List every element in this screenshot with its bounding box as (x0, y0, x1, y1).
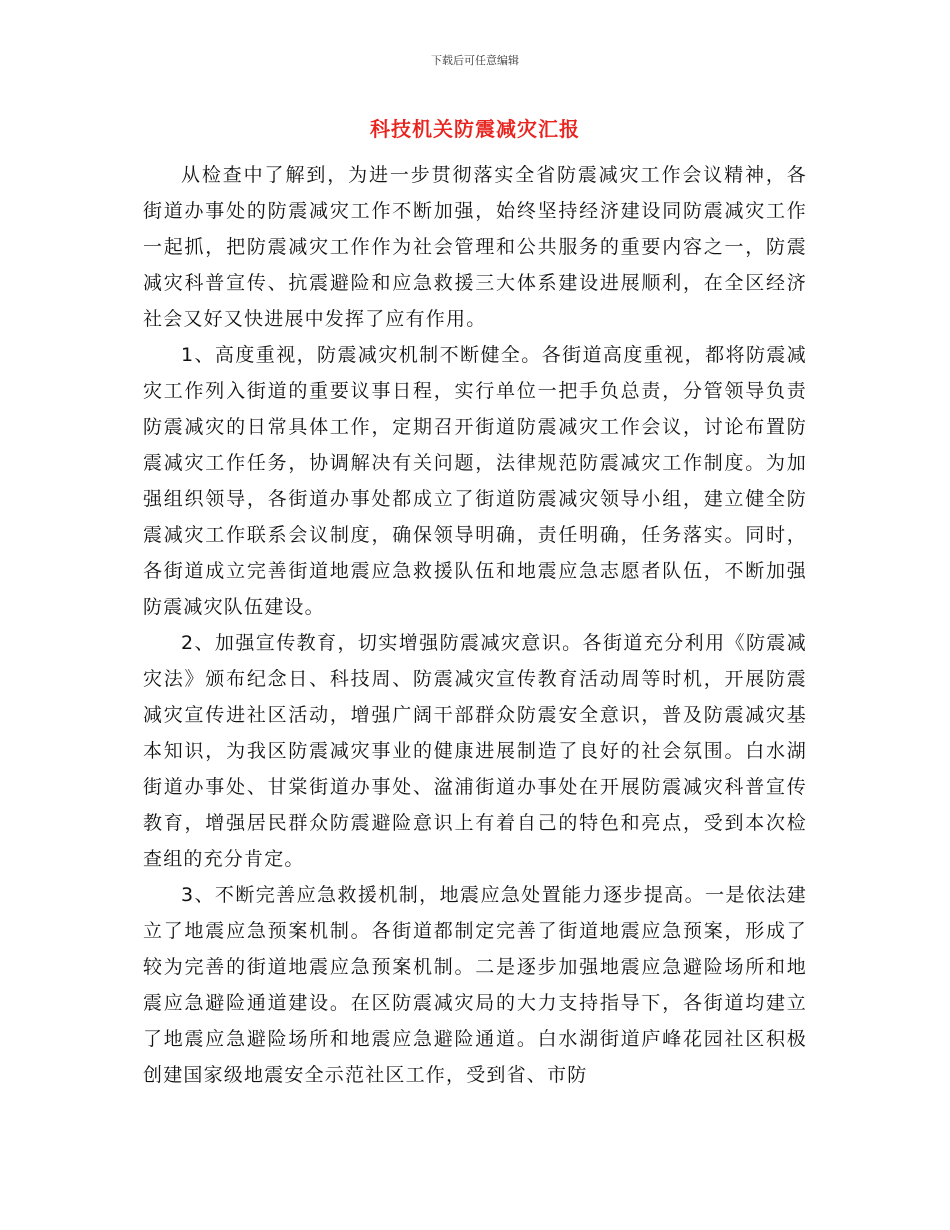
paragraph-section-3: 3、不断完善应急救援机制，地震应急处置能力逐步提高。一是依法建立了地震应急预案机制。各街道都制定完善了街道地震应急预案，形成了较为完善的街道地震应急预案机制。二是逐步加强地震应急避险场所和地震应急避险通道建设。在区防震减灾局的大力支持指导下，各街道均建立了地震应急避险场所和地震应急避险通道。白水湖街道庐峰花园社区积极创建国家级地震安全示范社区工作，受到省、市防 (143, 884, 807, 1086)
paragraph-section-2: 2、加强宣传教育，切实增强防震减灾意识。各街道充分利用《防震减灾法》颁布纪念日、科技周、防震减灾宣传教育活动周等时机，开展防震减灾宣传进社区活动，增强广阔干部群众防震安全意识，普及防震减灾基本知识，为我区防震减灾事业的健康进展制造了良好的社会氛围。白水湖街道办事处、甘棠街道办事处、湓浦街道办事处在开展防震减灾科普宣传教育，增强居民群众防震避险意识上有着自己的特色和亮点，受到本次检查组的充分肯定。 (143, 632, 807, 870)
paragraph-intro: 从检查中了解到，为进一步贯彻落实全省防震减灾工作会议精神，各街道办事处的防震减灾工作不断加强，始终坚持经济建设同防震减灾工作一起抓，把防震减灾工作作为社会管理和公共服务的重要内容之一，防震减灾科普宣传、抗震避险和应急救援三大体系建设进展顺利，在全区经济社会又好又快进展中发挥了应有作用。 (143, 164, 807, 330)
document-body (143, 157, 807, 1093)
document-title: 科技机关防震减灾汇报 (370, 117, 580, 141)
header-note: 下载后可任意编辑 (431, 54, 519, 67)
paragraph-section-1: 1、高度重视，防震减灾机制不断健全。各街道高度重视，都将防震减灾工作列入街道的重要议事日程，实行单位一把手负总责，分管领导负责防震减灾的日常具体工作，定期召开街道防震减灾工作会议，讨论布置防震减灾工作任务，协调解决有关问题，法律规范防震减灾工作制度。为加强组织领导，各街道办事处都成立了街道防震减灾领导小组，建立健全防震减灾工作联系会议制度，确保领导明确，责任明确，任务落实。同时，各街道成立完善街道地震应急救援队伍和地震应急志愿者队伍，不断加强防震减灾队伍建设。 (143, 344, 807, 618)
